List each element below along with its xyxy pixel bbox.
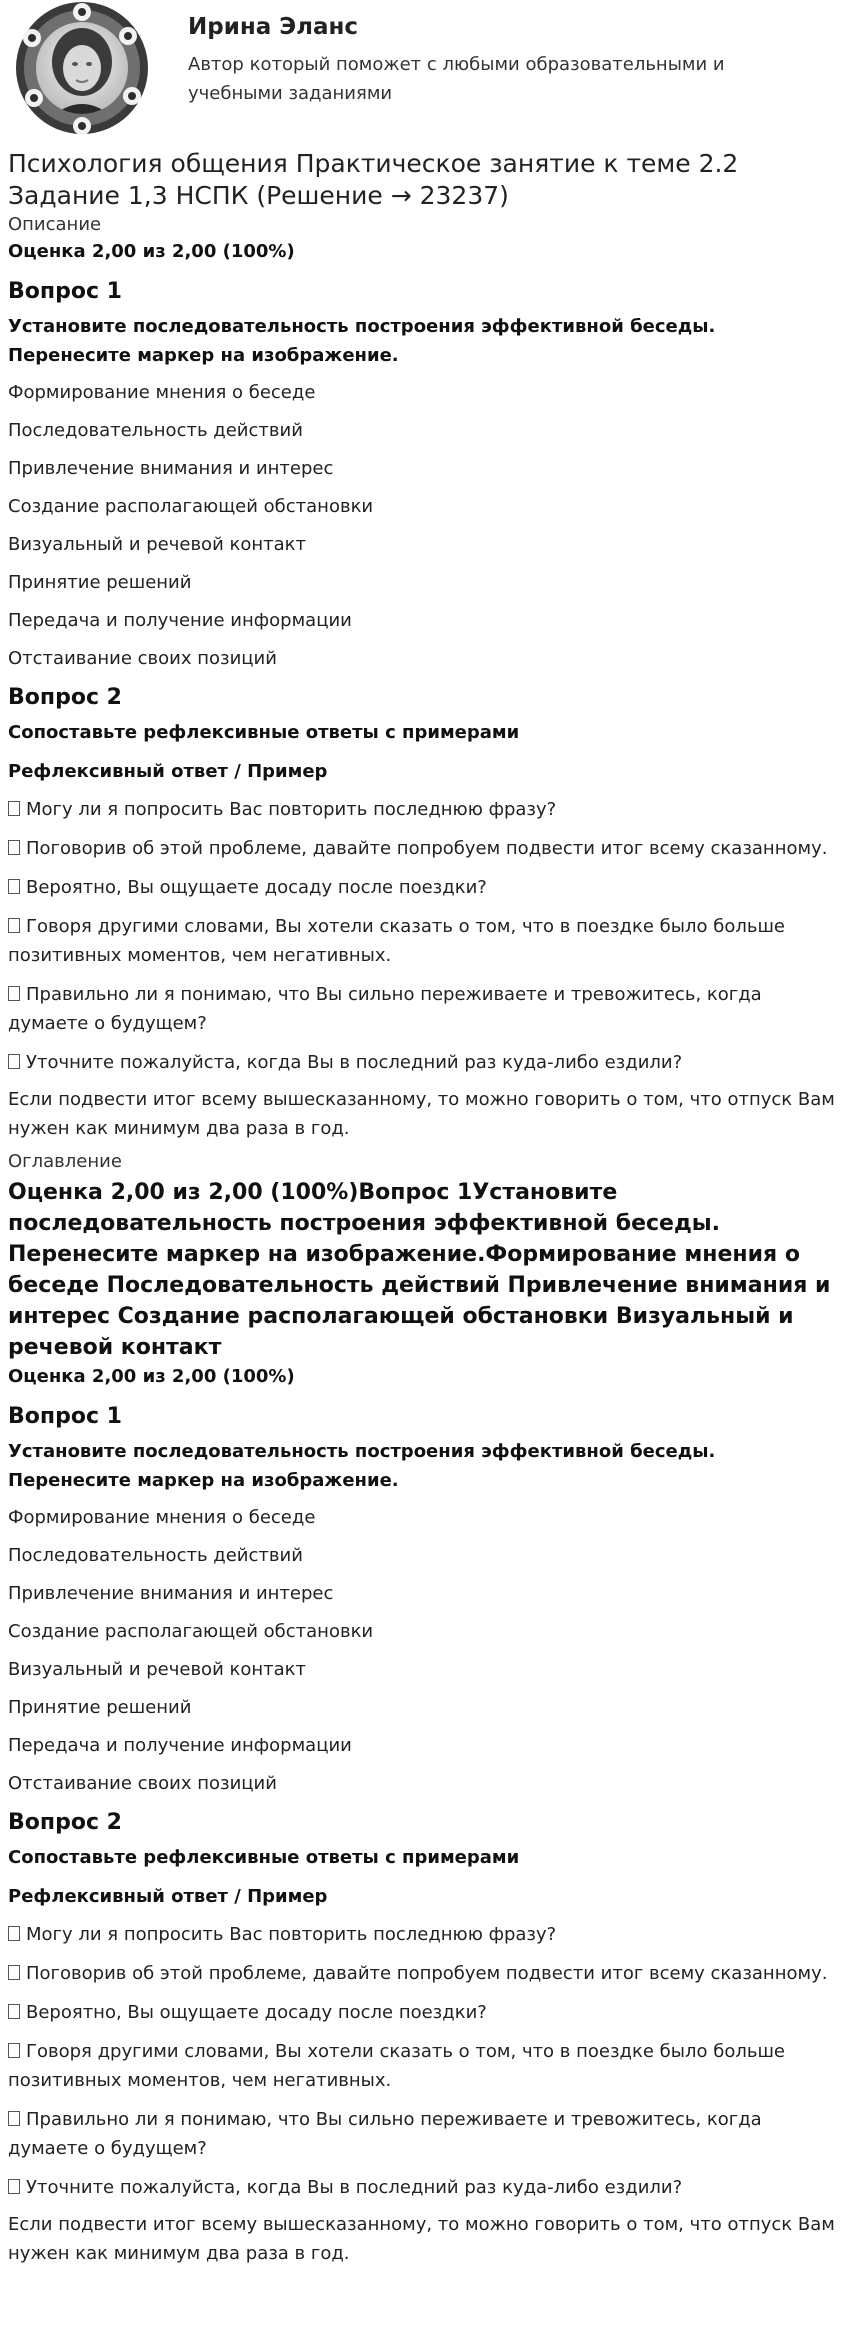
pair-text: Вероятно, Вы ощущаете досаду после поездки? (26, 877, 487, 898)
pair-text: Вероятно, Вы ощущаете досаду после поездки? (26, 2002, 487, 2023)
pair-text: Уточните пожалуйста, когда Вы в последний раз куда-либо ездили? (26, 2177, 683, 2198)
question-1-heading-repeat: Вопрос 1 (8, 1404, 122, 1429)
question-1-text: Установите последовательность построения эффективной беседы. Перенесите маркер на изображение. (8, 316, 716, 366)
missing-glyph-icon (8, 801, 20, 816)
question-2-pair (8, 834, 838, 863)
question-1-option: Визуальный и речевой контакт (8, 534, 307, 555)
question-2-text: Сопоставьте рефлексивные ответы с примерами (8, 722, 520, 743)
missing-glyph-icon (8, 1965, 20, 1980)
question-1-option-repeat: Визуальный и речевой контакт (8, 1659, 307, 1680)
question-2-heading: Вопрос 2 (8, 685, 122, 710)
pair-text: Могу ли я попросить Вас повторить последнюю фразу? (26, 1924, 557, 1945)
toc-label: Оглавление (8, 1151, 122, 1172)
missing-glyph-icon (8, 2179, 20, 2194)
pair-text: Поговорив об этой проблеме, давайте попробуем подвести итог всему сказанному. (26, 838, 828, 859)
missing-glyph-icon (8, 918, 20, 933)
question-1-option: Создание располагающей обстановки (8, 496, 374, 517)
missing-glyph-icon (8, 2004, 20, 2019)
author-description: Автор который поможет с любыми образовательными и учебными заданиями (188, 54, 725, 104)
question-1-option-repeat: Создание располагающей обстановки (8, 1621, 374, 1642)
pair-text: Могу ли я попросить Вас повторить последнюю фразу? (26, 799, 557, 820)
question-2-pair (8, 873, 838, 902)
missing-glyph-icon (8, 879, 20, 894)
question-2-pair-repeat (8, 1920, 838, 1949)
missing-glyph-icon (8, 840, 20, 855)
pair-text: Поговорив об этой проблеме, давайте попробуем подвести итог всему сказанному. (26, 1963, 828, 1984)
score-text: Оценка 2,00 из 2,00 (100%) (8, 241, 295, 262)
question-1-option-repeat: Передача и получение информации (8, 1735, 352, 1756)
question-1-option-repeat: Отстаивание своих позиций (8, 1773, 277, 1794)
question-2-pair-repeat (8, 1998, 838, 2027)
missing-glyph-icon (8, 1054, 20, 1069)
question-2-pair (8, 795, 838, 824)
question-1-option: Привлечение внимания и интерес (8, 458, 334, 479)
question-2-pair-repeat (8, 2037, 838, 2095)
question-2-pair (8, 1048, 838, 1077)
question-1-option-repeat: Последовательность действий (8, 1545, 303, 1566)
author-avatar[interactable] (8, 0, 158, 138)
pair-text: Правильно ли я понимаю, что Вы сильно переживаете и тревожитесь, когда думаете о будущем? (8, 984, 762, 1034)
question-2-text-repeat: Сопоставьте рефлексивные ответы с примерами (8, 1847, 520, 1868)
missing-glyph-icon (8, 986, 20, 1001)
pair-text: Правильно ли я понимаю, что Вы сильно переживаете и тревожитесь, когда думаете о будущем? (8, 2109, 762, 2159)
description-label: Описание (8, 214, 102, 235)
question-1-option-repeat: Принятие решений (8, 1697, 192, 1718)
question-1-option: Передача и получение информации (8, 610, 352, 631)
missing-glyph-icon (8, 2111, 20, 2126)
author-header (8, 0, 838, 138)
question-2-pair-repeat (8, 2173, 838, 2202)
score-text-repeat: Оценка 2,00 из 2,00 (100%) (8, 1366, 295, 1387)
page-title: Психология общения Практическое занятие к теме 2.2 Задание 1,3 НСПК (Решение → 23237) (8, 149, 739, 210)
question-2-heading-repeat: Вопрос 2 (8, 1810, 122, 1835)
question-1-text-repeat: Установите последовательность построения эффективной беседы. Перенесите маркер на изображение. (8, 1441, 716, 1491)
question-1-option-repeat: Привлечение внимания и интерес (8, 1583, 334, 1604)
pair-text: Говоря другими словами, Вы хотели сказать о том, что в поездке было больше позитивных моментов, чем негативных. (8, 916, 785, 966)
avatar-image (8, 0, 158, 138)
question-2-pair (8, 980, 838, 1038)
missing-glyph-icon (8, 1926, 20, 1941)
question-1-heading: Вопрос 1 (8, 279, 122, 304)
question-2-conclusion-repeat: Если подвести итог всему вышесказанному, то можно говорить о том, что отпуск Вам нужен как минимум два раза в год. (8, 2214, 835, 2264)
question-2-pair-repeat (8, 1959, 838, 1988)
question-1-option: Принятие решений (8, 572, 192, 593)
pair-text: Говоря другими словами, Вы хотели сказать о том, что в поездке было больше позитивных моментов, чем негативных. (8, 2041, 785, 2091)
question-1-option: Последовательность действий (8, 420, 303, 441)
question-2-subhead: Рефлексивный ответ / Пример (8, 761, 328, 782)
missing-glyph-icon (8, 2043, 20, 2058)
question-1-option: Отстаивание своих позиций (8, 648, 277, 669)
toc-text[interactable]: Оценка 2,00 из 2,00 (100%)Вопрос 1Установите последовательность построения эффективной беседы. Перенесите маркер на изображение.Формирование мнения о беседе Последовательность действий Привлечение внимания и интерес Создание располагающей обстановки Визуальный и речевой контакт (8, 1180, 831, 1360)
question-2-conclusion: Если подвести итог всему вышесказанному, то можно говорить о том, что отпуск Вам нужен как минимум два раза в год. (8, 1089, 835, 1139)
question-2-subhead-repeat: Рефлексивный ответ / Пример (8, 1886, 328, 1907)
author-info (158, 0, 788, 108)
question-1-option-repeat: Формирование мнения о беседе (8, 1507, 316, 1528)
question-1-option: Формирование мнения о беседе (8, 382, 316, 403)
question-2-pair-repeat (8, 2105, 838, 2163)
author-name[interactable]: Ирина Эланс (188, 14, 359, 40)
pair-text: Уточните пожалуйста, когда Вы в последний раз куда-либо ездили? (26, 1052, 683, 1073)
question-2-pair (8, 912, 838, 970)
